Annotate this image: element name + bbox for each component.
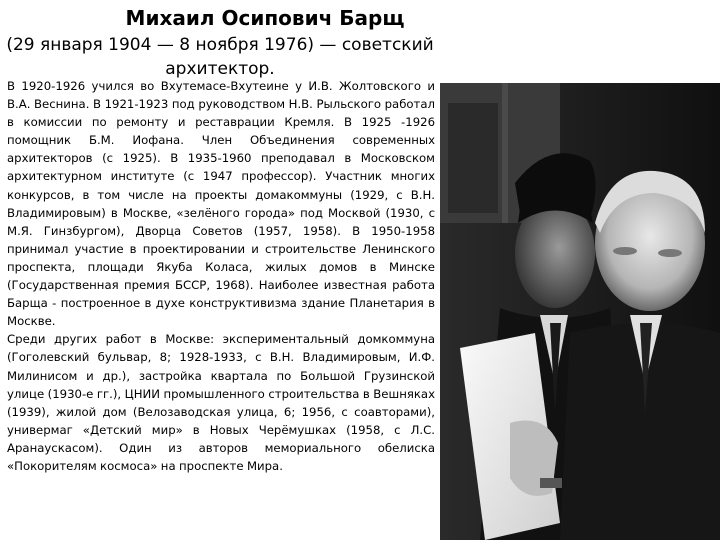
biography-text	[7, 77, 435, 475]
biography-paragraph-1: В 1920-1926 учился во Вхутемасе-Вхутеине у И.В. Жолтовского и В.А. Веснина. В 1921-1923 под руководством Н.В. Рыльского работал в комиссии по ремонту и реставрации Кремля. В 1925 -1926 помощник Б.М. Иофана. Член Объединения современных архитекторов (с 1925). В 1935-1960 преподавал в Московском архитектурном институте (с 1947 профессор). Участник многих конкурсов, в том числе на проекты домакоммуны (1929, с В.Н. Владимировым) в Москве, «зелёного города» под Москвой (1930, с М.Я. Гинзбургом), Дворца Советов (1957, 1958). В 1950-1958 принимал участие в проектировании и строительстве Ленинского проспекта, площади Якуба Коласа, жилых домов в Минске (Государственная премия БССР, 1968). Наиболее известная работа Барща - построенное в духе конструктивизма здание Планетария в Москве.	[7, 79, 435, 329]
portrait-photo	[440, 83, 720, 540]
page-subtitle: (29 января 1904 — 8 ноября 1976) — советский архитектор.	[6, 35, 434, 79]
portrait-photo-image	[440, 83, 720, 540]
page-title: Михаил Осипович Барщ	[125, 6, 405, 30]
biography-paragraph-2: Среди других работ в Москве: экспериментальный домкоммуна (Гоголевский бульвар, 8; 1928-1933, с В.Н. Владимировым, И.Ф. Милинисом и др.), застройка квартала по Большой Грузинской улице (1930-е гг.), ЦНИИ промышленного строительства в Вешняках (1939), жилой дом (Велозаводская улица, 6; 1956, с соавторами), универмаг «Детский мир» в Новых Черёмушках (1958, с Л.С. Аранаускасом). Один из авторов мемориального обелиска «Покорителям космоса» на проспекте Мира.	[7, 332, 435, 473]
